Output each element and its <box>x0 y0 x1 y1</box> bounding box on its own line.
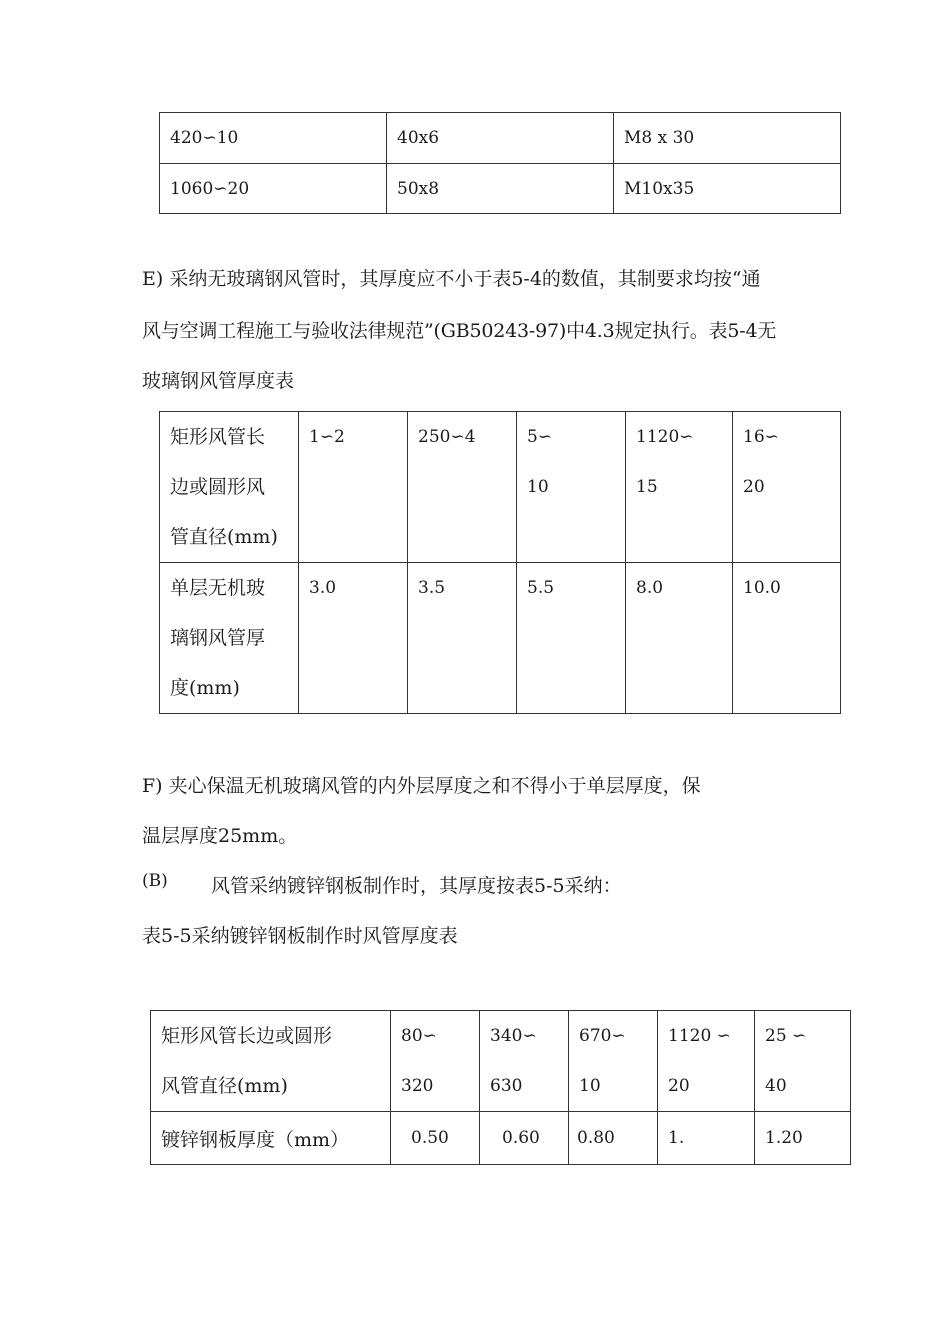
paragraph-e-line-1: E) 采纳无玻璃钢风管时，其厚度应不小于表5-4的数值，其制要求均按“通 <box>142 268 761 290</box>
paragraph-e-line-2: 风与空调工程施工与验收法律规范”(GB50243-97)中4.3规定执行。表5-4无 <box>142 320 777 342</box>
table-cell: 0.50 <box>391 1112 480 1165</box>
table-header-label: 矩形风管长 边或圆形风 管直径(mm) <box>160 412 299 563</box>
table-cell: 16∽ 20 <box>733 412 841 563</box>
table-cell: 420∽10 <box>160 113 387 164</box>
bolt-spec-table <box>159 112 841 214</box>
paragraph-e-line-3: 玻璃钢风管厚度表 <box>142 370 295 392</box>
table-row <box>151 1011 851 1112</box>
table-cell: 0.60 <box>480 1112 569 1165</box>
table-caption: 表5-5采纳镀锌钢板制作时风管厚度表 <box>142 925 458 947</box>
table-cell: 50x8 <box>387 164 614 214</box>
table-cell: 1∽2 <box>299 412 408 563</box>
table-cell: 1120 ∽ 20 <box>658 1011 755 1112</box>
table-cell: 25 ∽ 40 <box>755 1011 851 1112</box>
table-row <box>160 113 841 164</box>
table-row-label: 单层无机玻 璃钢风管厚 度(mm) <box>160 563 299 714</box>
table-cell: M10x35 <box>614 164 841 214</box>
paragraph-f-line-1: F) 夹心保温无机玻璃风管的内外层厚度之和不得小于单层厚度，保 <box>142 775 701 797</box>
table-cell: 250∽4 <box>408 412 517 563</box>
paragraph-b-text: 风管采纳镀锌钢板制作时，其厚度按表5-5采纳： <box>211 875 622 897</box>
table-cell: 80∽ 320 <box>391 1011 480 1112</box>
table-row <box>151 1112 851 1165</box>
paragraph-b-marker: (B) <box>142 871 168 891</box>
table-cell: M8 x 30 <box>614 113 841 164</box>
table-row-label: 镀锌钢板厚度（mm） <box>151 1112 391 1165</box>
paragraph-f-line-2: 温层厚度25mm。 <box>142 825 298 847</box>
table-cell: 5∽ 10 <box>517 412 626 563</box>
table-cell: 670∽ 10 <box>569 1011 658 1112</box>
table-row <box>160 164 841 214</box>
frp-duct-thickness-table <box>159 411 841 714</box>
table-cell: 3.5 <box>408 563 517 714</box>
table-row <box>160 563 841 714</box>
table-cell: 5.5 <box>517 563 626 714</box>
galvanized-duct-thickness-table <box>150 1010 851 1165</box>
table-cell: 1060∽20 <box>160 164 387 214</box>
table-cell: 8.0 <box>626 563 733 714</box>
table-cell: 1.20 <box>755 1112 851 1165</box>
table-cell: 340∽ 630 <box>480 1011 569 1112</box>
table-cell: 1. <box>658 1112 755 1165</box>
table-cell: 10.0 <box>733 563 841 714</box>
table-cell: 0.80 <box>569 1112 658 1165</box>
table-cell: 40x6 <box>387 113 614 164</box>
table-header-label: 矩形风管长边或圆形 风管直径(mm) <box>151 1011 391 1112</box>
table-cell: 3.0 <box>299 563 408 714</box>
table-cell: 1120∽ 15 <box>626 412 733 563</box>
table-row <box>160 412 841 563</box>
